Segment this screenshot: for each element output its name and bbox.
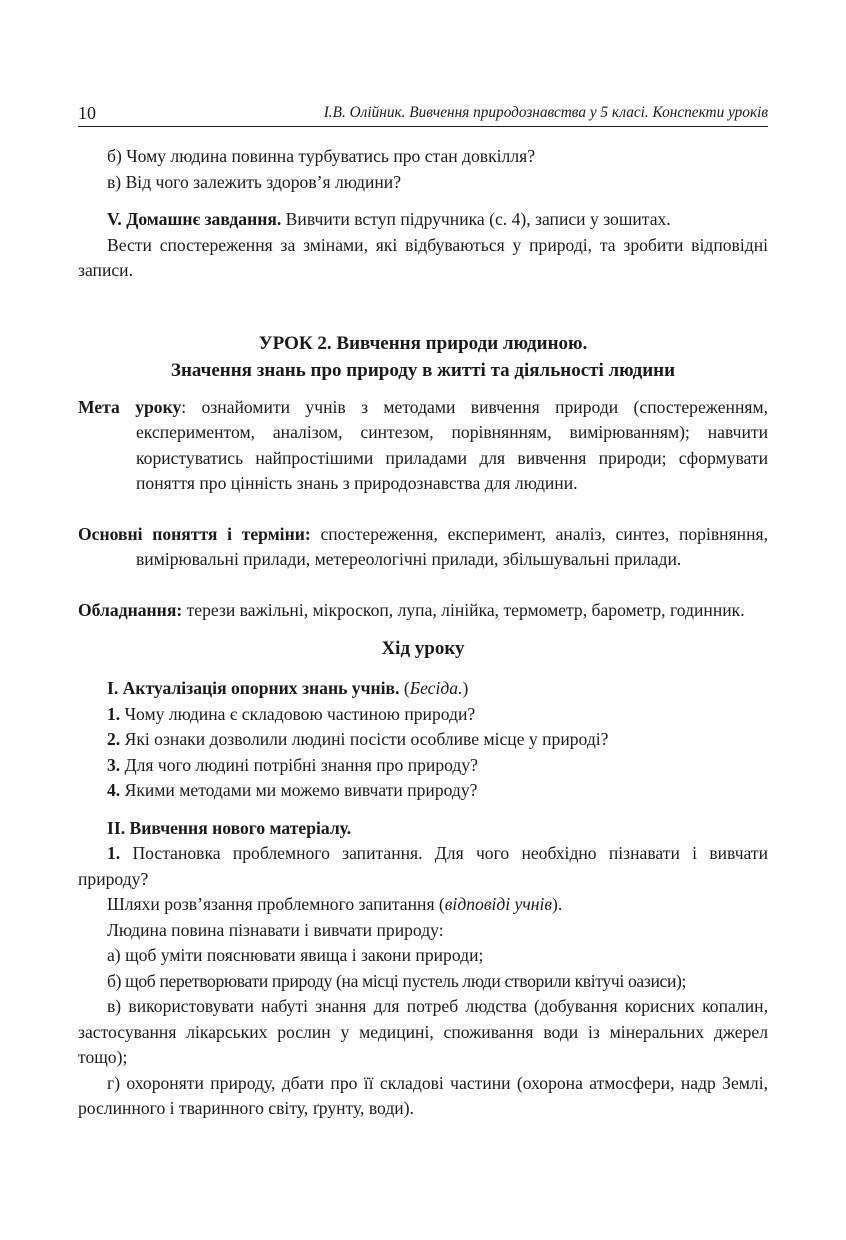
section-1-note-close: ) xyxy=(462,678,469,698)
question-number: 3. xyxy=(107,754,121,775)
goal-label: Мета уроку xyxy=(78,396,182,417)
equipment-paragraph xyxy=(78,598,768,624)
question-c: в) Від чого залежить здоров’я людини? xyxy=(107,171,402,192)
concepts-label: Основні поняття і терміни: xyxy=(78,523,311,544)
page-number: 10 xyxy=(78,103,96,123)
section-1-label: І. Актуалізація опорних знань учнів. xyxy=(107,678,400,698)
question-number: 4. xyxy=(107,780,121,800)
paragraph-text: Шляхи розв’язання проблемного запитання ( xyxy=(107,894,445,914)
paragraph-italic: відповіді учнів xyxy=(444,894,552,914)
page-content xyxy=(78,144,768,1122)
list-item: в) використовувати набуті знання для потреб людства (добування корисних копалин, застосування лікарських рослин у медицині, споживання води із мінеральних джерел тощо); xyxy=(78,996,768,1067)
running-title: І.В. Олійник. Вивчення природознавства у 5 класі. Конспекти уроків xyxy=(323,104,768,121)
concepts-paragraph xyxy=(78,522,768,573)
page-header xyxy=(78,100,768,127)
course-heading: Хід уроку xyxy=(381,638,465,659)
section-2-label: ІІ. Вивчення нового матеріалу. xyxy=(107,817,352,838)
homework-label: V. Домашнє завдання. xyxy=(107,209,282,229)
question-b: б) Чому людина повинна турбуватись про стан довкілля? xyxy=(107,146,536,166)
list-item: г) охороняти природу, дбати про її складові частини (охорона атмосфери, надр Землі, рослинного і тваринного світу, ґрунту, води). xyxy=(78,1072,768,1118)
homework-text: Вивчити вступ підручника (с. 4), записи у зошитах. xyxy=(281,209,671,229)
paragraph-number: 1. xyxy=(107,843,121,863)
question-text: Для чого людині потрібні знання про природу? xyxy=(120,754,478,775)
section-1-note-open: ( xyxy=(399,678,410,698)
list-item: а) щоб уміти пояснювати явища і закони природи; xyxy=(107,945,484,965)
equipment-text: терези важільні, мікроскоп, лупа, лінійка, термометр, барометр, годинник. xyxy=(182,599,745,620)
section-1-question xyxy=(78,778,768,804)
section-2-heading xyxy=(78,816,768,842)
section-2-paragraph-3: Людина повина пізнавати і вивчати природу: xyxy=(107,919,444,940)
section-1-question xyxy=(78,727,768,753)
equipment-label: Обладнання: xyxy=(78,599,183,620)
section-1-question xyxy=(78,753,768,779)
section-1-heading xyxy=(78,676,768,702)
paragraph-text: Постановка проблемного запитання. Для чого необхідно пізнавати і вивчати природу? xyxy=(78,843,768,889)
section-2-paragraph-1 xyxy=(78,841,768,892)
question-number: 1. xyxy=(107,703,121,724)
question-text: Чому людина є складовою частиною природи? xyxy=(120,703,476,724)
homework-paragraph xyxy=(78,207,768,233)
lesson-title-line-2: Значення знань про природу в житті та діяльності людини xyxy=(170,359,676,381)
paragraph-close: ). xyxy=(551,894,563,914)
lesson-title-line-1: УРОК 2. Вивчення природи людиною. xyxy=(258,332,588,354)
section-1-note: Бесіда. xyxy=(409,678,463,698)
list-item: б) щоб перетворювати природу (на місці пустель люди створили квітучі оазиси); xyxy=(107,970,687,991)
homework-paragraph-2: Вести спостереження за змінами, які відбуваються у природі, та зробити відповідні записи. xyxy=(78,234,768,280)
section-2-paragraph-2 xyxy=(78,892,768,918)
section-1-question xyxy=(78,702,768,728)
goal-paragraph xyxy=(78,395,768,497)
goal-text: : ознайомити учнів з методами вивчення природи (спостереженням, експериментом, аналізом, синтезом, порівнянням, вимірюванням); навчити користуватись найпростішими приладами для вивчення природи; сформувати поняття про цінність знань з природознавства для людини. xyxy=(136,396,768,493)
question-number: 2. xyxy=(107,729,121,749)
question-text: Якими методами ми можемо вивчати природу? xyxy=(120,780,478,800)
concepts-text: спостереження, експеримент, аналіз, синтез, порівняння, вимірювальні прилади, метереологічні прилади, збільшувальні прилади. xyxy=(136,523,768,569)
question-text: Які ознаки дозволили людині посісти особливе місце у природі? xyxy=(120,729,609,749)
